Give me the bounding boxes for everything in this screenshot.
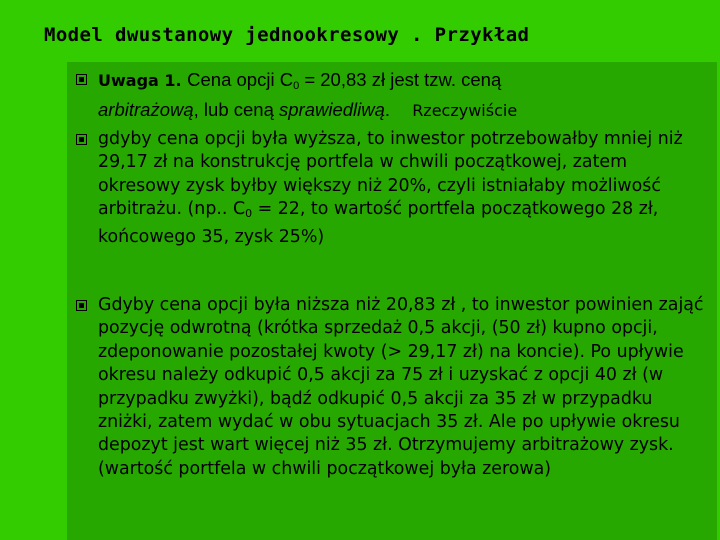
square-bullet-icon — [76, 134, 87, 145]
bullet-item-2 — [76, 128, 708, 249]
bullet-text-2: gdyby cena opcji była wyższa, to inwestor potrzebowałby mniej niż 29,17 zł na konstrukcję portfela w chwili początkowej, zatem okresowy zysk byłby większy niż 20%, czyli istniałaby możliwość arbitrażu. (np.. $C_0 = 22$, to wartość portfela początkowego 28 zł, końcowego 35, zysk 25%) — [98, 129, 683, 247]
square-bullet-icon — [76, 300, 87, 311]
bullet-text-3: Gdyby cena opcji była niższa niż 20,83 zł , to inwestor powinien zająć pozycję odwrotną (krótka sprzedaż 0,5 akcji, (50 zł) kupno opcji, zdeponowanie pozostałej kwoty (> 29,17 zł) na koncie). Po upływie okresu należy odkupić 0,5 akcji za 75 zł i uzyskać z opcji 40 zł (w przypadku zwyżki), bądź odkupić 0,5 akcji za 35 zł w przypadku zniżki, zatem wydać w obu sytuacjach 35 zł. Ale po upływie okresu depozyt jest wart więcej niż 35 zł. Otrzymujemy arbitrażowy zysk. (wartość portfela w chwili początkowej była zerowa) — [98, 295, 704, 479]
bullet-item-1 — [76, 68, 708, 124]
square-bullet-icon — [76, 74, 87, 85]
bullet-text-1: Uwaga 1. Cena opcji $C_0 = 20,83$ zł jest tzw. ceną arbitrażową, lub ceną sprawiedliwą. Rzeczywiście — [98, 69, 518, 121]
slide-title: Model dwustanowy jednookresowy . Przykład — [44, 24, 530, 46]
bullet-item-3 — [76, 294, 708, 481]
